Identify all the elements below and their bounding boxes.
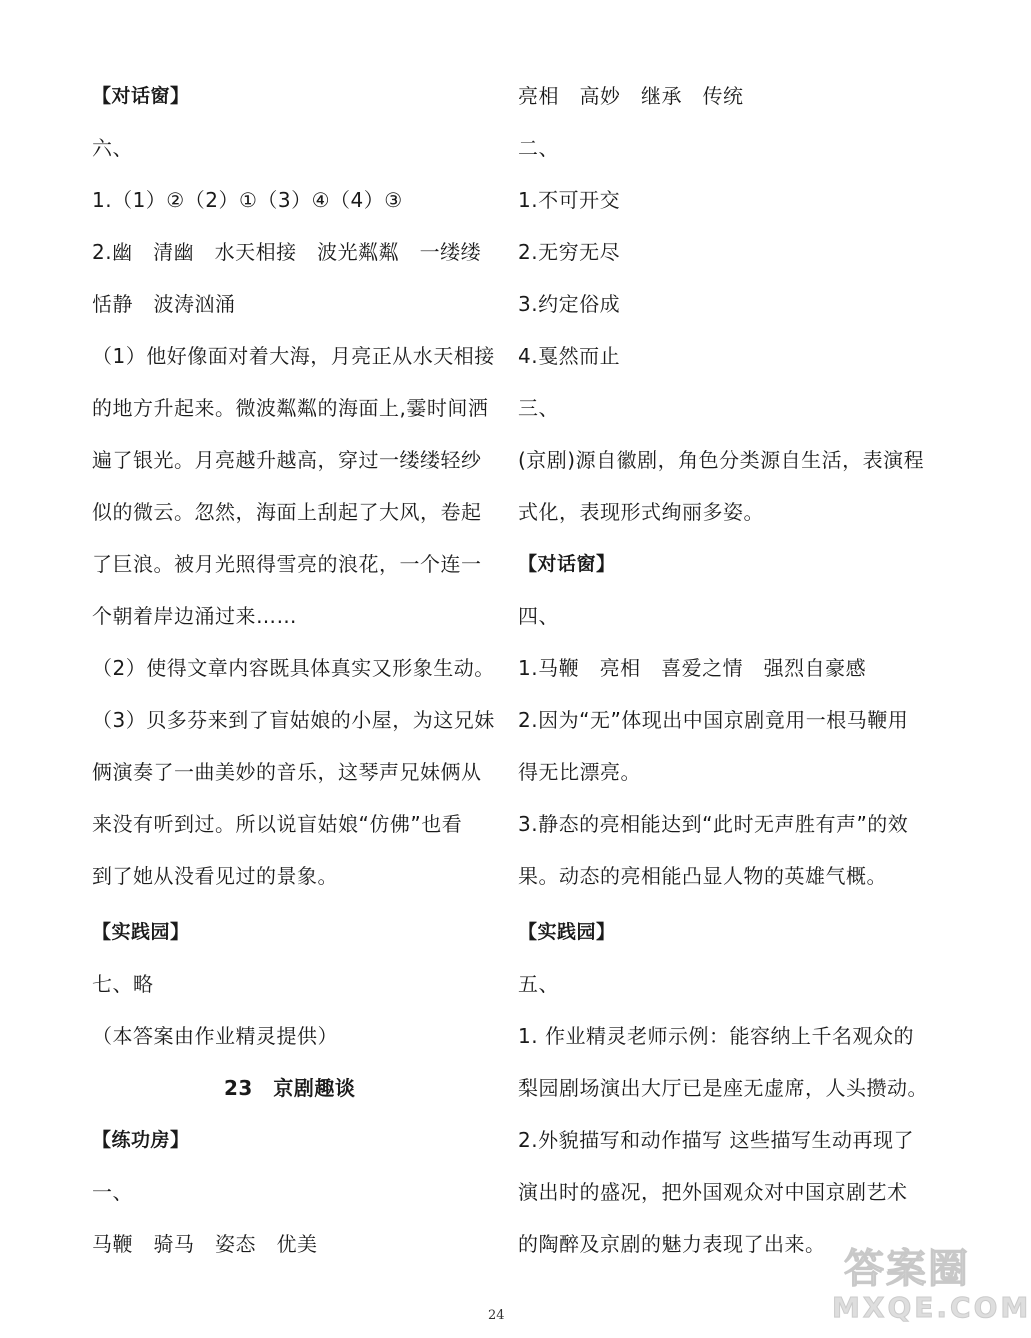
answer-line: 果。动态的亮相能凸显人物的英雄气概。 [518, 864, 887, 888]
answer-line: 了巨浪。被月光照得雪亮的浪花，一个连一 [92, 552, 482, 576]
answer-line: 七、略 [92, 972, 154, 996]
answer-line: 遍了银光。月亮越升越高，穿过一缕缕轻纱 [92, 448, 482, 472]
lesson-title: 23 京剧趣谈 [224, 1076, 356, 1100]
section-number-one: 一、 [92, 1180, 133, 1204]
answer-line: 个朝着岸边涌过来…… [92, 604, 297, 628]
answer-line: 3.静态的亮相能达到“此时无声胜有声”的效 [518, 812, 909, 836]
answer-line: 梨园剧场演出大厅已是座无虚席，人头攒动。 [518, 1076, 928, 1100]
answer-line: （3）贝多芬来到了盲姑娘的小屋，为这兄妹 [92, 708, 495, 732]
answer-line: 的地方升起来。微波粼粼的海面上,霎时间洒 [92, 396, 489, 420]
answer-line: 式化，表现形式绚丽多姿。 [518, 500, 764, 524]
answer-line: （2）使得文章内容既具体真实又形象生动。 [92, 656, 495, 680]
section-number-three: 三、 [518, 396, 559, 420]
answer-line: 到了她从没看见过的景象。 [92, 864, 338, 888]
answer-line: (京剧)源自徽剧，角色分类源自生活，表演程 [518, 448, 925, 472]
section-number-five: 五、 [518, 972, 559, 996]
section-number-six: 六、 [92, 136, 133, 160]
section-number-four: 四、 [518, 604, 559, 628]
page-number: 24 [488, 1308, 505, 1323]
answer-line: 马鞭 骑马 姿态 优美 [92, 1232, 318, 1256]
answer-line: 来没有听到过。所以说盲姑娘“仿佛”也看 [92, 812, 463, 836]
answer-line: 恬静 波涛汹涌 [92, 292, 236, 316]
answer-line: 2.无穷无尽 [518, 240, 621, 264]
answer-line: 1.马鞭 亮相 喜爱之情 强烈自豪感 [518, 656, 867, 680]
answer-line: 1.不可开交 [518, 188, 621, 212]
watermark-logo-text: 答案圈 [844, 1246, 970, 1292]
answer-line: 1.（1）②（2）①（3）④（4）③ [92, 188, 403, 212]
answer-line: 2.幽 清幽 水天相接 波光粼粼 一缕缕 [92, 240, 482, 264]
section-number-two: 二、 [518, 136, 559, 160]
heading-practice-garden: 【实践园】 [92, 921, 190, 943]
watermark-logo [832, 1246, 1031, 1332]
answer-line: 2.因为“无”体现出中国京剧竟用一根马鞭用 [518, 708, 909, 732]
answer-line: 得无比漂亮。 [518, 760, 641, 784]
answer-line: 3.约定俗成 [518, 292, 621, 316]
answer-line: 2.外貌描写和动作描写 这些描写生动再现了 [518, 1128, 914, 1152]
answer-line: 4.戛然而止 [518, 344, 621, 368]
answer-line: 的陶醉及京剧的魅力表现了出来。 [518, 1232, 826, 1256]
answer-line: （1）他好像面对着大海，月亮正从水天相接 [92, 344, 495, 368]
heading-dialogue-window: 【对话窗】 [92, 85, 190, 107]
heading-dialogue-window: 【对话窗】 [518, 553, 616, 575]
answer-line: 演出时的盛况，把外国观众对中国京剧艺术 [518, 1180, 908, 1204]
answer-line: 1. 作业精灵老师示例：能容纳上千名观众的 [518, 1024, 914, 1048]
answer-source-note: （本答案由作业精灵提供） [92, 1024, 338, 1048]
answer-line: 似的微云。忽然，海面上刮起了大风，卷起 [92, 500, 482, 524]
watermark-logo-url: MXQE.COM [832, 1291, 1031, 1324]
answer-line: 亮相 高妙 继承 传统 [518, 84, 744, 108]
heading-practice-garden: 【实践园】 [518, 921, 616, 943]
answer-line: 俩演奏了一曲美妙的音乐，这琴声兄妹俩从 [92, 760, 482, 784]
heading-practice-room: 【练功房】 [92, 1129, 190, 1151]
